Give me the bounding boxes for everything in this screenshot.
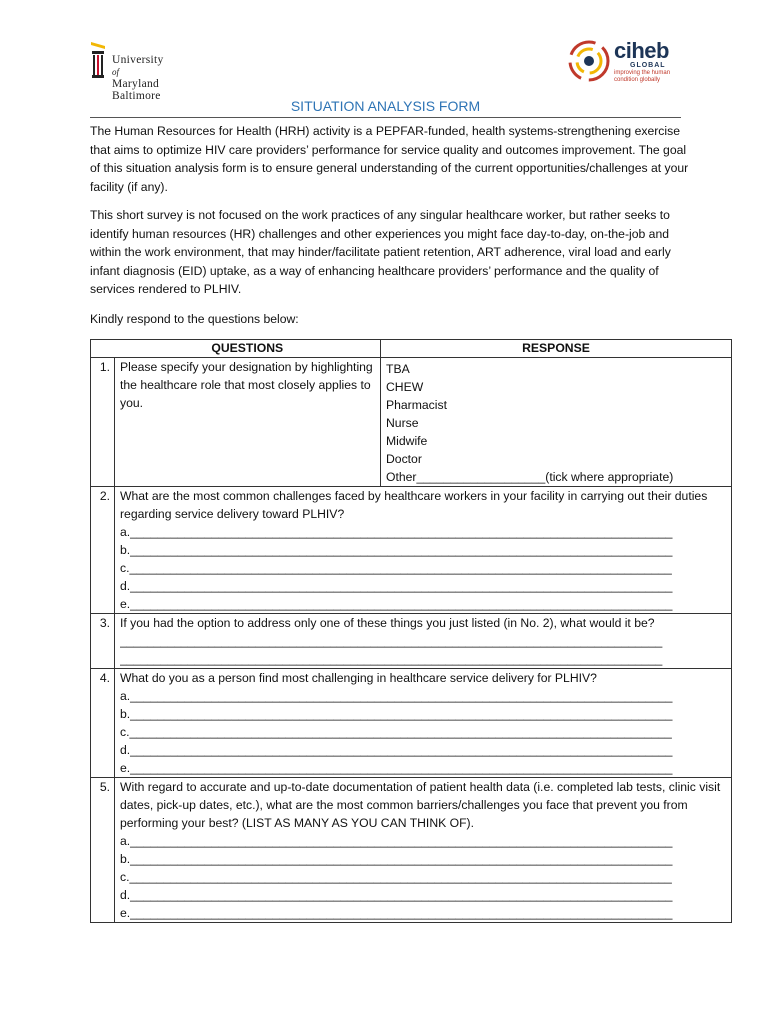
option-other[interactable]: Other___________________(tick where appropriate)	[386, 470, 674, 484]
answer-line-e[interactable]: e.________________________________________________________________________________	[120, 597, 673, 611]
answer-line-d[interactable]: d.________________________________________________________________________________	[120, 579, 673, 593]
answer-line-d[interactable]: d.________________________________________________________________________________	[120, 888, 673, 902]
answer-line-a[interactable]: a.________________________________________________________________________________	[120, 525, 673, 539]
table-header-row	[91, 340, 732, 358]
umb-mace-icon	[90, 40, 106, 80]
option-pharmacist[interactable]: Pharmacist	[386, 398, 447, 412]
umb-line1a: University	[112, 54, 164, 66]
question-row-2	[91, 487, 732, 614]
umb-line2: Baltimore	[112, 90, 161, 102]
question-text: Please specify your designation by highlighting the healthcare role that most closely applies to you.	[115, 358, 381, 487]
ciheb-helix-icon	[568, 40, 610, 82]
question-cell	[115, 669, 732, 778]
answer-line-e[interactable]: e.________________________________________________________________________________	[120, 906, 673, 920]
umb-logo	[90, 40, 250, 102]
answer-line-c[interactable]: c.________________________________________________________________________________	[120, 725, 672, 739]
ciheb-name: ciheb	[614, 38, 669, 63]
ciheb-logo	[568, 38, 688, 88]
question-number: 5.	[91, 778, 115, 923]
question-row-4	[91, 669, 732, 778]
option-midwife[interactable]: Midwife	[386, 434, 428, 448]
umb-of: of	[112, 67, 120, 77]
question-number: 1.	[91, 358, 115, 487]
question-number: 3.	[91, 614, 115, 669]
intro-paragraph-1: The Human Resources for Health (HRH) activity is a PEPFAR-funded, health systems-strengthening exercise that aims to optimize HIV care providers’ performance for service quality and outcomes improvement. The goal of this situation analysis form is to ensure general understanding of the current opportunities/challenges at your facility (if any).	[90, 124, 689, 194]
answer-line-a[interactable]: a.________________________________________________________________________________	[120, 834, 673, 848]
question-number: 4.	[91, 669, 115, 778]
umb-line1c: Maryland	[112, 78, 160, 90]
question-text: What are the most common challenges faced by healthcare workers in your facility in carrying out their duties regarding service delivery toward PLHIV?	[120, 489, 708, 521]
question-text: What do you as a person find most challenging in healthcare service delivery for PLHIV?	[120, 671, 597, 685]
response-header: RESPONSE	[381, 340, 732, 358]
form-title: SITUATION ANALYSIS FORM	[290, 98, 481, 114]
question-row-3	[91, 614, 732, 669]
answer-line-1[interactable]: ________________________________________________________________________________	[120, 634, 663, 648]
answer-line-c[interactable]: c.________________________________________________________________________________	[120, 870, 672, 884]
question-cell	[115, 487, 732, 614]
intro-paragraph-2: This short survey is not focused on the work practices of any singular healthcare worker, but rather seeks to identify human resources (HR) challenges and other experiences you might face day-to-day, on-the-job and within the work environment, that may hinder/facilitate patient retention, ART adherence, viral load and early infant diagnosis (EID) uptake, as a way of enhancing healthcare providers’ performance and the quality of services rendered to PLHIV.	[90, 208, 671, 296]
questions-header: QUESTIONS	[115, 340, 381, 358]
option-tba[interactable]: TBA	[386, 362, 410, 376]
answer-line-e[interactable]: e.________________________________________________________________________________	[120, 761, 673, 775]
answer-line-c[interactable]: c.________________________________________________________________________________	[120, 561, 672, 575]
answer-line-a[interactable]: a.________________________________________________________________________________	[120, 689, 673, 703]
answer-line-b[interactable]: b.________________________________________________________________________________	[120, 707, 673, 721]
instruction-text: Kindly respond to the questions below:	[90, 312, 299, 326]
answer-line-2[interactable]: ________________________________________________________________________________	[120, 652, 663, 666]
title-divider	[90, 117, 681, 118]
answer-line-b[interactable]: b.________________________________________________________________________________	[120, 852, 673, 866]
option-doctor[interactable]: Doctor	[386, 452, 422, 466]
question-row-5	[91, 778, 732, 923]
option-nurse[interactable]: Nurse	[386, 416, 419, 430]
question-cell	[115, 614, 732, 669]
option-chew[interactable]: CHEW	[386, 380, 424, 394]
question-cell	[115, 778, 732, 923]
question-text: If you had the option to address only one of these things you just listed (in No. 2), what would it be?	[120, 616, 655, 630]
question-text: With regard to accurate and up-to-date documentation of patient health data (i.e. completed lab tests, clinic visit dates, pick-up dates, etc.), what are the most common barriers/challenges you face that prevent you from performing your best? (LIST AS MANY AS YOU CAN THINK OF).	[120, 780, 721, 830]
question-number: 2.	[91, 487, 115, 614]
questionnaire-table	[90, 339, 732, 923]
answer-line-b[interactable]: b.________________________________________________________________________________	[120, 543, 673, 557]
question-row-1	[91, 358, 732, 487]
ciheb-global: GLOBAL	[630, 62, 666, 69]
answer-line-d[interactable]: d.________________________________________________________________________________	[120, 743, 673, 757]
ciheb-tagline: improving the human condition globally	[614, 70, 671, 83]
designation-options	[381, 358, 732, 487]
